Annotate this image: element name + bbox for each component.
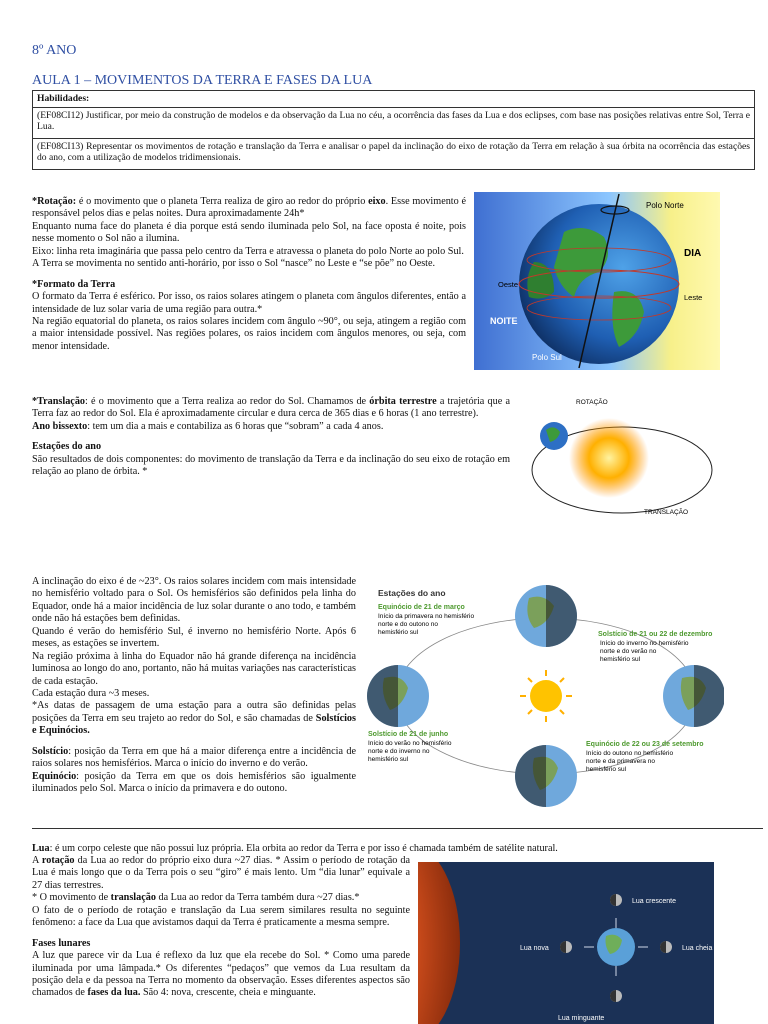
earth-icon: [597, 928, 635, 966]
seasons-figure-title: Estações do ano: [378, 588, 446, 598]
lua-cheia-label: Lua cheia: [682, 945, 713, 952]
lua-nova-label: Lua nova: [520, 945, 549, 952]
december-title: Solstício de 21 ou 22 de dezembro: [598, 631, 713, 638]
december-line-1: Início do inverno no hemisfério: [600, 640, 689, 647]
polo-norte-label: Polo Norte: [646, 201, 684, 210]
earth-rotation-figure: [474, 192, 720, 370]
rotation-section: *Rotação: é o movimento que o planeta Terra realiza de giro ao redor do próprio eixo. Esse movimento é responsável pelos dias e pelas noites. Dura aproximadamente 24h* Enquanto numa face do planeta é dia porque está sendo iluminada pelo Sol, na face oposta é noite, pois nesse momento o Sol não a ilumina. Eixo: linha reta imaginária que passa pelo centro da Terra e atravessa o planeta do polo Norte ao polo Sul. A Terra se movimenta no sentido anti-horário, por isso o Sol “nasce” no Leste e “se põe” no Oeste. *Formato da Terra O formato da Terra é esférico. Por isso, os raios solares atingem o planeta com ângulos diferentes, então a intensidade de luz solar varia de uma região para outra.* Na região equatorial do planeta, os raios solares incidem com ângulo ~90°, ou seja, atingem a região com a maior intensidade possível. Nas regiões polares, os raios incidem com ângulos menores, ou seja, com menor intensidade.: [32, 196, 466, 352]
december-line-2: norte e do verão no: [600, 648, 657, 655]
skill-ef08ci13: (EF08CI13) Representar os movimentos de rotação e translação da Terra e analisar o papel da inclinação do eixo de rotação da Terra em relação à sua órbita na ocorrência das estações do ano, com a utilização de modelos tridimensionais.: [33, 138, 755, 169]
polo-sul-label: Polo Sul: [532, 353, 562, 362]
moon-new-icon: [560, 941, 572, 953]
lua-crescente-label: Lua crescente: [632, 898, 676, 905]
moon-intro: Lua: é um corpo celeste que não possui luz própria. Ela orbita ao redor da Terra e por isso é chamada também de satélite natural.: [32, 843, 558, 854]
march-line-3: hemisfério sul: [378, 629, 419, 636]
rotacao-label: ROTAÇÃO: [576, 399, 608, 406]
leste-label: Leste: [684, 293, 703, 302]
lua-minguante-label: Lua minguante: [558, 1015, 605, 1022]
translation-section: *Translação: é o movimento que a Terra realiza ao redor do Sol. Chamamos de órbita terrestre a trajetória que a Terra faz ao redor do Sol. Ela é aproximadamente circular e dura cerca de 365 dias e 6 horas (1 ano terrestre). Ano bissexto: tem um dia a mais e contabiliza as 6 horas que “sobram” a cada 4 anos. Estações do ano São resultados de dois componentes: do movimento de translação da Terra e da inclinação do seu eixo de rotação em relação ao plano de órbita. *: [32, 396, 510, 478]
september-title: Equinócio de 22 ou 23 de setembro: [586, 741, 704, 748]
seasons-figure: [364, 578, 724, 810]
september-line-3: hemisfério sul: [586, 766, 627, 773]
moon-full-icon: [660, 941, 672, 953]
lesson-title: AULA 1 – MOVIMENTOS DA TERRA E FASES DA LUA: [32, 73, 373, 88]
moon-phases-figure: [418, 862, 714, 1024]
skills-table: [32, 90, 755, 170]
september-line-1: Início do outono no hemisfério: [586, 750, 674, 757]
moon-section: A rotação da Lua ao redor do próprio eixo dura ~27 dias. * Assim o período de rotação da Lua é mais longo que o da Terra pois o seu “giro” é mais lento. Um “dia lunar” equivale a 27 dias terrestres. * O movimento de translação da Lua ao redor da Terra também dura ~27 dias.* O fato de o período de rotação e translação da Lua serem similares resulta no seguinte fenômeno: a face da Lua que avistamos daqui da Terra é praticamente a mesma sempre. Fases lunares A luz que parece vir da Lua é reflexo da luz que ela recebe do Sol. * Como uma parede iluminada por uma lâmpada.* Os diferentes “pedaços” que vemos da Lua resultam da posição dela e da pessoa na Terra no momento da observação. Esses diferentes aspectos são chamados de fases da lua. São 4: nova, crescente, cheia e minguante.: [32, 855, 411, 999]
skills-header: Habilidades:: [33, 91, 755, 108]
earth-june-icon: [367, 665, 429, 727]
june-line-1: Início do verão no hemisfério: [368, 740, 452, 747]
translacao-label: TRANSLAÇÃO: [644, 509, 689, 516]
section-divider: [32, 828, 763, 829]
june-title: Solstício de 21 de junho: [368, 731, 449, 738]
june-line-2: norte e do inverno no: [368, 748, 430, 755]
grade-heading: 8º ANO: [32, 43, 77, 58]
earth-orbit-figure: [524, 394, 720, 522]
march-line-2: norte e do outono no: [378, 621, 438, 628]
earth-march-icon: [515, 585, 577, 647]
moon-crescent-icon: [610, 894, 622, 906]
march-line-1: Início da primavera no hemisfério: [378, 613, 475, 620]
september-line-2: norte e da primavera no: [586, 758, 656, 765]
dia-label: DIA: [684, 248, 702, 259]
moon-waning-icon: [610, 990, 622, 1002]
june-line-3: hemisfério sul: [368, 756, 409, 763]
earth-september-icon: [515, 745, 577, 807]
march-title: Equinócio de 21 de março: [378, 604, 465, 611]
earth-december-icon: [663, 665, 724, 727]
oeste-label: Oeste: [498, 280, 519, 289]
noite-label: NOITE: [490, 316, 518, 326]
december-line-3: hemisfério sul: [600, 656, 641, 663]
skill-ef08ci12: (EF08CI12) Justificar, por meio da construção de modelos e da observação da Lua no céu, a ocorrência das fases da Lua e dos eclipses, com base nas posições relativas entre Sol, Terra e Lua.: [33, 107, 755, 138]
seasons-section: A inclinação do eixo é de ~23°. Os raios solares incidem com mais intensidade no hemisfério voltado para o Sol. Os hemisférios são definidos pela linha do Equador, onde há a maior incidência de luz solar durante o ano todo, e também onde não há estações bem definidas. Quando é verão do hemisfério Sul, é inverno no hemisfério Norte. Após 6 meses, as estações se invertem. Na região próxima à linha do Equador não há grande diferença na incidência luminosa ao longo do ano, portanto, não há muitas variações nas características de cada estação. Cada estação dura ~3 meses. *As datas de passagem de uma estação para a outra são definidas pelas posições da Terra em seu trajeto ao redor do Sol, e são chamadas de Solstícios e Equinócios. Solstício: posição da Terra em que há a maior diferença entre a incidência de raios solares nos hemisférios. Marca o início do inverno e do verão. Equinócio: posição da Terra em que os dois hemisférios são igualmente iluminados pelo Sol. Marca o início da primavera e do outono.: [32, 576, 356, 794]
